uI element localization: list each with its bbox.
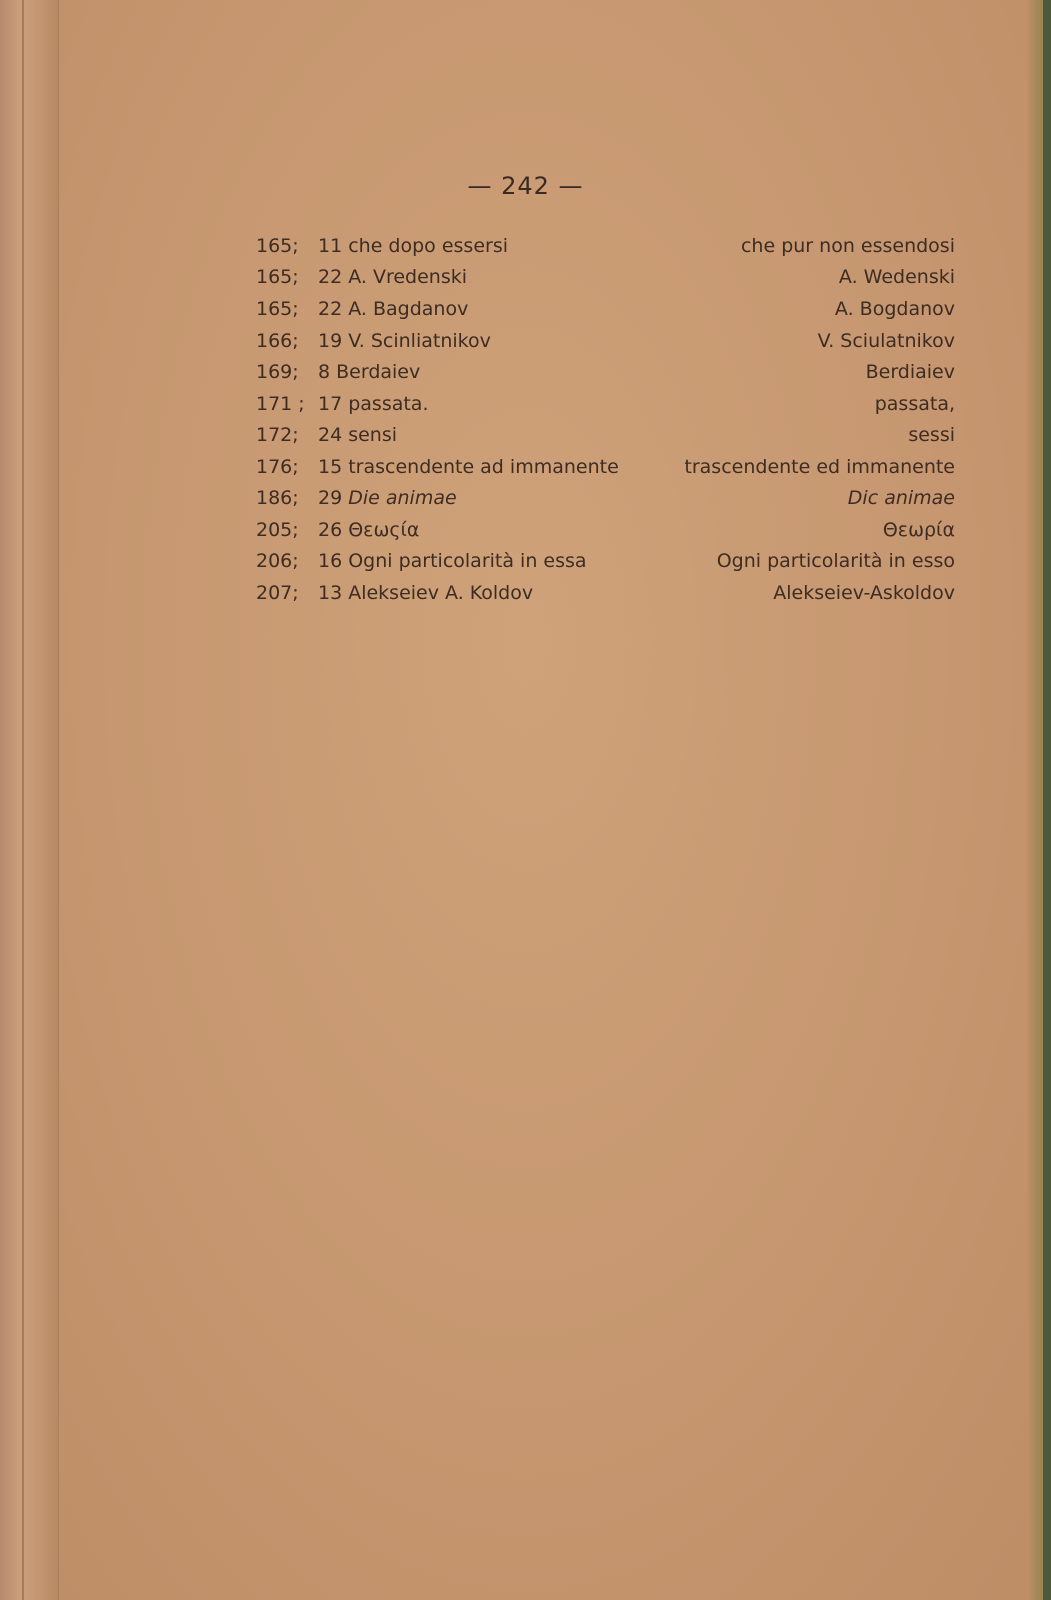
errata-correct-text: Dic animae	[847, 487, 955, 509]
errata-row	[0, 516, 1051, 544]
errata-correct-text: V. Sciulatnikov	[817, 330, 955, 352]
errata-row	[0, 547, 1051, 575]
errata-row	[0, 327, 1051, 355]
errata-row	[0, 421, 1051, 449]
errata-wrong-text	[318, 484, 457, 512]
errata-correct-text: sessi	[908, 424, 955, 446]
errata-line-number: 29	[318, 487, 343, 509]
errata-correct-text: trascendente ed immanente	[684, 456, 955, 478]
errata-wrong-text: 8 Berdaiev	[318, 361, 421, 383]
page-number: — 242 —	[467, 172, 584, 200]
errata-page-ref: 171 ;	[256, 393, 305, 415]
errata-page-ref: 172;	[256, 424, 299, 446]
errata-row	[0, 579, 1051, 607]
errata-wrong-text: 13 Alekseiev A. Koldov	[318, 582, 534, 604]
errata-correct-text: Ogni particolarità in esso	[716, 550, 955, 572]
errata-page-ref: 205;	[256, 519, 299, 541]
errata-correct-text: Berdiaiev	[865, 361, 955, 383]
errata-correct-text: passata,	[874, 393, 955, 415]
errata-page-ref: 165;	[256, 266, 299, 288]
errata-wrong-text: 16 Ogni particolarità in essa	[318, 550, 587, 572]
errata-wrong-text: 15 trascendente ad immanente	[318, 456, 619, 478]
errata-correct-text: Θεωρία	[882, 519, 955, 541]
errata-wrong-text: 26 Θεωςία	[318, 519, 420, 541]
errata-row	[0, 453, 1051, 481]
errata-wrong-text: 17 passata.	[318, 393, 429, 415]
errata-page-ref: 165;	[256, 235, 299, 257]
errata-wrong-text: 22 A. Vredenski	[318, 266, 468, 288]
errata-wrong-text: 11 che dopo essersi	[318, 235, 509, 257]
errata-page-ref: 207;	[256, 582, 299, 604]
errata-wrong-text: 22 A. Bagdanov	[318, 298, 469, 320]
errata-row	[0, 484, 1051, 512]
errata-row	[0, 390, 1051, 418]
errata-page-ref: 186;	[256, 487, 299, 509]
errata-wrong-text: 24 sensi	[318, 424, 398, 446]
errata-correct-text: che pur non essendosi	[740, 235, 955, 257]
errata-page-ref: 176;	[256, 456, 299, 478]
errata-page-ref: 169;	[256, 361, 299, 383]
errata-page-ref: 166;	[256, 330, 299, 352]
errata-row	[0, 232, 1051, 260]
errata-row	[0, 358, 1051, 386]
errata-correct-text: Alekseiev-Askoldov	[773, 582, 955, 604]
errata-wrong-text: 19 V. Scinliatnikov	[318, 330, 491, 352]
errata-row	[0, 295, 1051, 323]
errata-page-ref: 206;	[256, 550, 299, 572]
errata-correct-text: A. Bogdanov	[834, 298, 955, 320]
errata-row	[0, 263, 1051, 291]
errata-correct-text: A. Wedenski	[838, 266, 955, 288]
errata-wrong-italic: Die animae	[348, 487, 457, 509]
errata-page-ref: 165;	[256, 298, 299, 320]
